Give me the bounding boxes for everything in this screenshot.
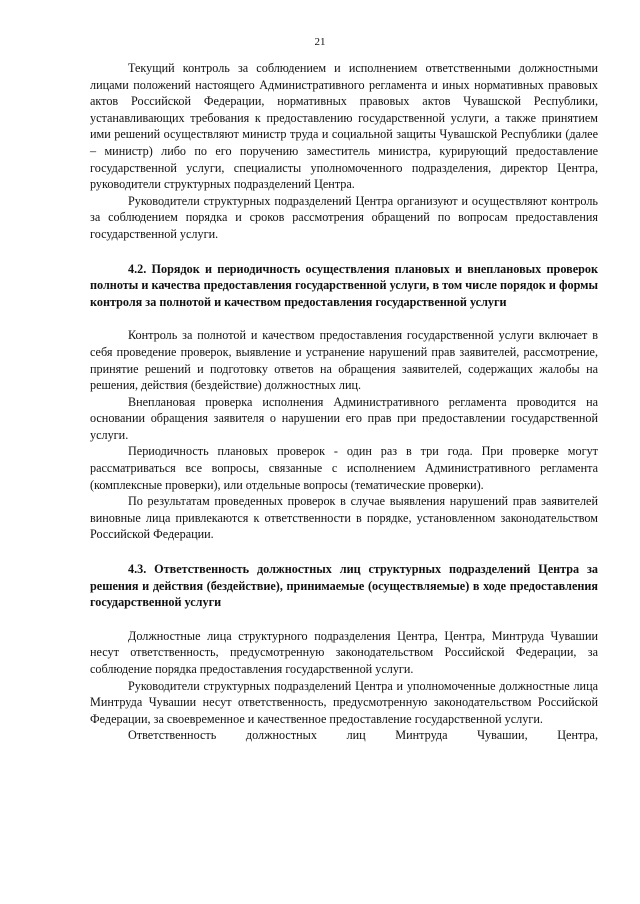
paragraph-current-control: Текущий контроль за соблюдением и исполнением ответственными должностными лицами положений настоящего Административного регламента и иных нормативных правовых актов Российской Федерации, нормативных правовых актов Чувашской Республики, устанавливающих требования к предоставлению государственной услуги, а также принятием ими решений осуществляют министр труда и социальной защиты Чувашской Республики (далее – министр) либо по его поручению заместитель министра, курирующий предоставление государственной услуги, специалисты уполномоченного подразделения, директор Центра, руководители структурных подразделений Центра. bbox=[90, 61, 598, 192]
page-number: 21 bbox=[314, 36, 326, 48]
paragraph-quality-control: Контроль за полнотой и качеством предоставления государственной услуги включает в себя проведение проверок, выявление и устранение нарушений прав заявителей, рассмотрение, принятие решений и подготовку ответов на обращения заявителей, содержащих жалобы на решения, действия (бездействие) должностных лиц. bbox=[90, 328, 598, 393]
paragraph-heads-responsibility: Руководители структурных подразделений Центра и уполномоченные должностные лица Минтруда Чувашии несут ответственность, предусмотренную законодательством Российской Федерации, за своевременное и качественное предоставление государственной услуги. bbox=[90, 678, 598, 726]
section-heading-4-2: 4.2. Порядок и периодичность осуществления плановых и внеплановых проверок полноты и качества предоставления государственной услуги, в том числе порядок и формы контроля за полнотой и качеством предоставления государственной услуги bbox=[90, 261, 598, 309]
paragraph-inspection-results: По результатам проведенных проверок в случае выявления нарушений прав заявителей виновные лица привлекаются к ответственности в порядке, установленном законодательством Российской Федерации. bbox=[90, 494, 598, 542]
paragraph-inspection-frequency: Периодичность плановых проверок - один раз в три года. При проверке могут рассматриваться все вопросы, связанные с исполнением Административного регламента (комплексные проверки), или отдельные вопросы (тематические проверки). bbox=[90, 444, 598, 492]
paragraph-heads-organize-control: Руководители структурных подразделений Центра организуют и осуществляют контроль за соблюдением порядка и сроков рассмотрения обращений по вопросам предоставления государственной услуги. bbox=[90, 193, 598, 241]
paragraph-unscheduled-inspection: Внеплановая проверка исполнения Административного регламента проводится на основании обращения заявителя о нарушении его прав при предоставлении государственной услуги. bbox=[90, 394, 598, 442]
paragraph-responsibility-continued: Ответственность должностных лиц Минтруда Чувашии, Центра, bbox=[128, 728, 598, 743]
paragraph-officials-responsibility: Должностные лица структурного подразделения Центра, Центра, Минтруда Чувашии несут ответственность, предусмотренную законодательством Российской Федерации, за соблюдение порядка предоставления государственной услуги. bbox=[90, 628, 598, 676]
section-heading-4-3: 4.3. Ответственность должностных лиц структурных подразделений Центра за решения и действия (бездействие), принимаемые (осуществляемые) в ходе предоставления государственной услуги bbox=[90, 562, 598, 610]
page-content bbox=[90, 60, 598, 744]
